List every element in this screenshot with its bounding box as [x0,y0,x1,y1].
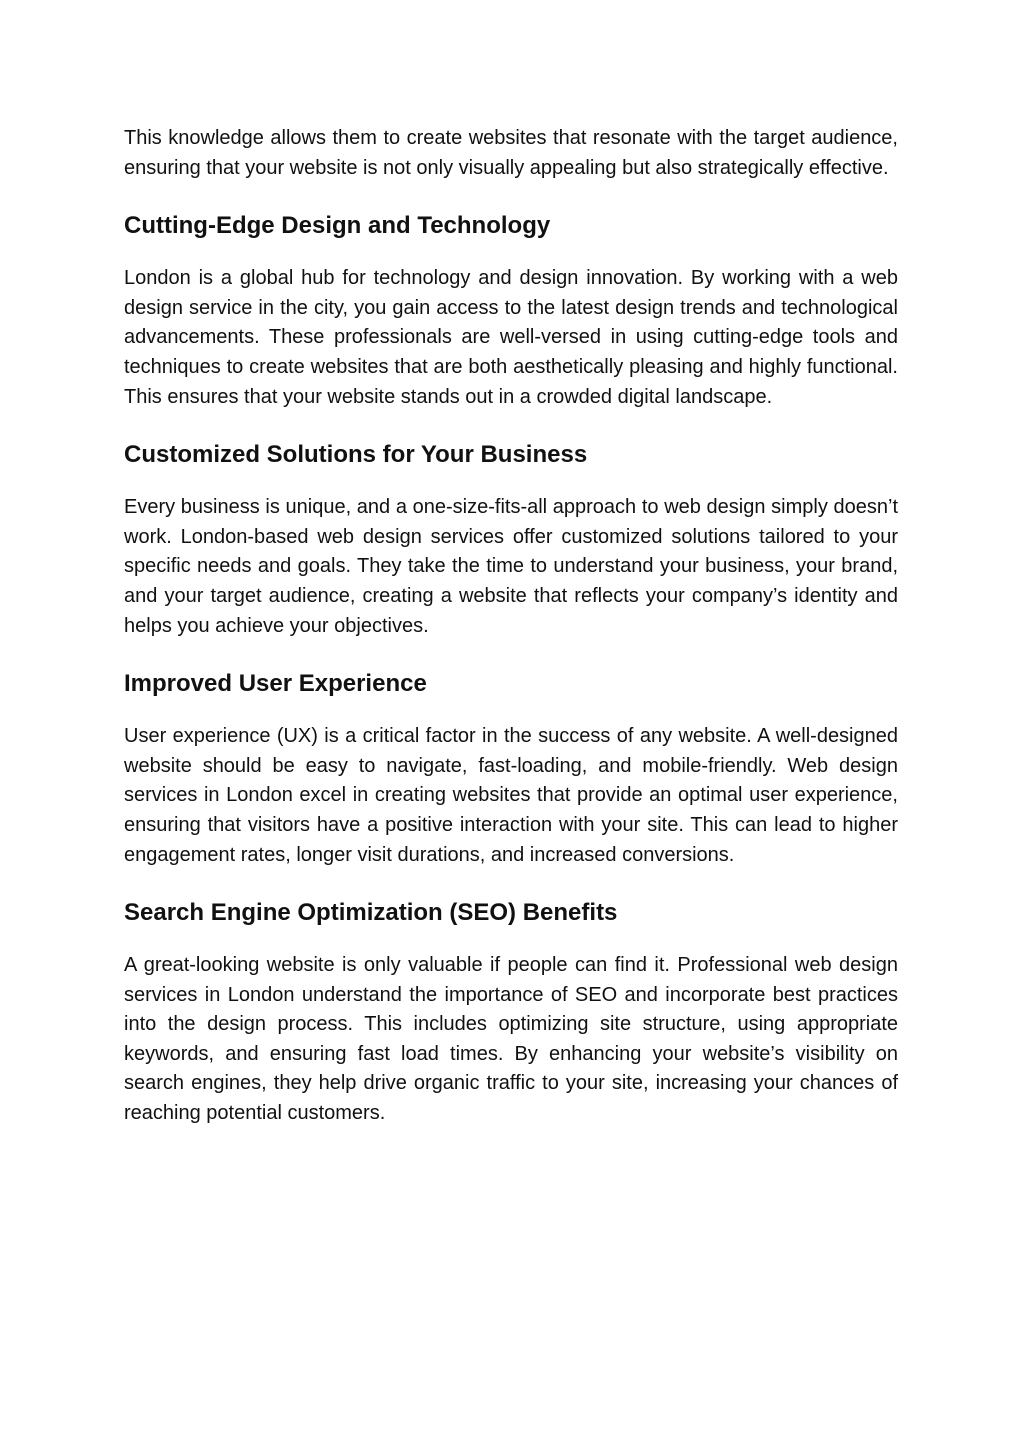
spacer [124,412,898,440]
document-page [124,124,898,1129]
section-body-seo-benefits: A great-looking website is only valuable if people can find it. Professional web design services in London understand the importance of SEO and incorporate best practices into the design process. This includes optimizing site structure, using appropriate keywords, and ensuring fast load times. By enhancing your website’s visibility on search engines, they help drive organic traffic to your site, increasing your chances of reaching potential customers. [124,954,898,1125]
section-body-customized-solutions: Every business is unique, and a one-size-fits-all approach to web design simply doesn’t work. London-based web design services offer customized solutions tailored to your specific needs and goals. They take the time to understand your business, your brand, and your target audience, creating a website that reflects your company’s identity and helps you achieve your objectives. [124,496,898,637]
spacer [124,641,898,669]
section-heading-user-experience: Improved User Experience [124,670,427,698]
spacer [124,183,898,211]
section-heading-cutting-edge: Cutting-Edge Design and Technology [124,212,551,240]
section-body-user-experience: User experience (UX) is a critical factor in the success of any website. A well-designed website should be easy to navigate, fast-loading, and mobile-friendly. Web design services in London excel in creating websites that provide an optimal user experience, ensuring that visitors have a positive interaction with your site. This can lead to higher engagement rates, longer visit durations, and increased conversions. [124,725,898,866]
intro-paragraph: This knowledge allows them to create websites that resonate with the target audience, ensuring that your website is not only visually appealing but also strategically effective. [124,127,898,179]
section-body-cutting-edge: London is a global hub for technology and design innovation. By working with a web design service in the city, you gain access to the latest design trends and technological advancements. These professionals are well-versed in using cutting-edge tools and techniques to create websites that are both aesthetically pleasing and highly functional. This ensures that your website stands out in a crowded digital landscape. [124,267,898,408]
spacer [124,699,898,722]
section-heading-seo-benefits: Search Engine Optimization (SEO) Benefits [124,899,618,927]
spacer [124,470,898,493]
spacer [124,870,898,898]
spacer [124,241,898,264]
spacer [124,928,898,951]
section-heading-customized-solutions: Customized Solutions for Your Business [124,441,588,469]
